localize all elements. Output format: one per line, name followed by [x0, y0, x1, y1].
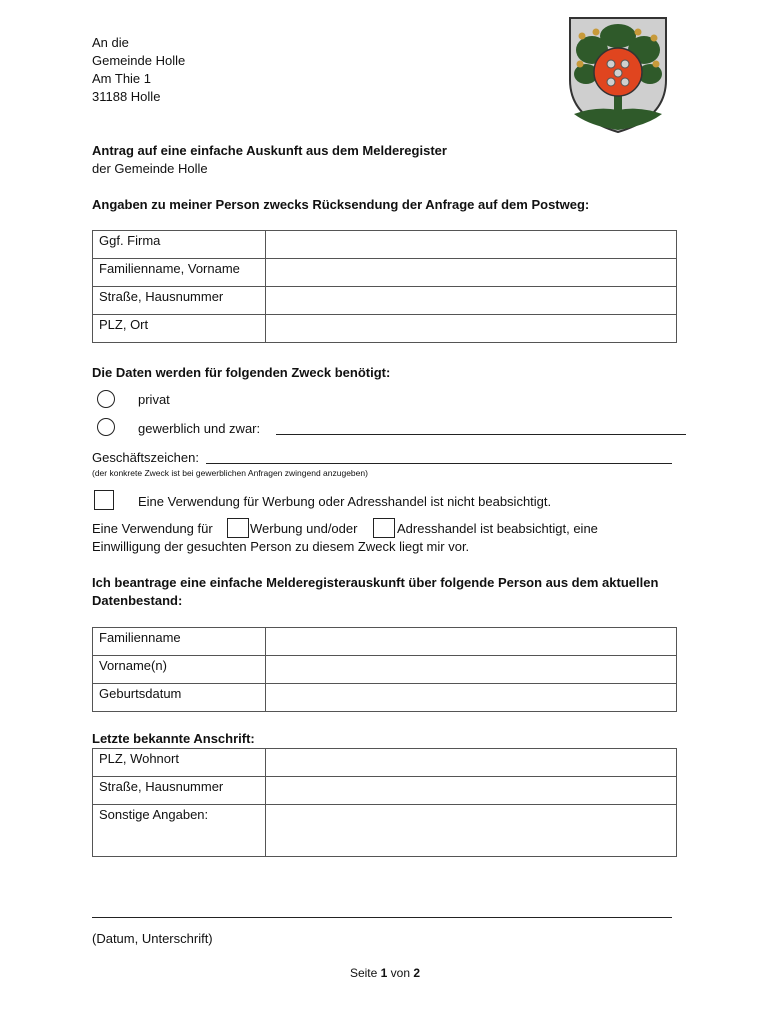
footer-middle: von — [390, 966, 411, 980]
applicant-city-label: PLZ, Ort — [93, 315, 266, 343]
signature-line[interactable] — [92, 917, 672, 918]
reference-field[interactable] — [206, 463, 672, 464]
person-birthdate-field[interactable] — [266, 684, 677, 712]
person-birthdate-label: Geburtsdatum — [93, 684, 266, 712]
table-row — [93, 287, 677, 315]
recipient-line-4: 31188 Holle — [92, 89, 161, 104]
address-street-label: Straße, Hausnummer — [93, 777, 266, 805]
usage-text-part-2: Werbung und/oder — [250, 521, 358, 536]
table-row — [93, 777, 677, 805]
address-city-field[interactable] — [266, 749, 677, 777]
footer-page-total: 2 — [413, 966, 421, 980]
request-heading-line-2: Datenbestand: — [92, 593, 183, 608]
address-city-label: PLZ, Wohnort — [93, 749, 266, 777]
person-table — [92, 627, 677, 712]
form-subtitle: der Gemeinde Holle — [92, 161, 208, 176]
applicant-street-label: Straße, Hausnummer — [93, 287, 266, 315]
advertising-checkbox[interactable] — [227, 518, 249, 538]
recipient-line-1: An die — [92, 35, 129, 50]
coat-of-arms-icon — [566, 14, 670, 136]
table-row — [93, 656, 677, 684]
purpose-heading: Die Daten werden für folgenden Zweck benötigt: — [92, 365, 391, 380]
reference-note: (der konkrete Zweck ist bei gewerblichen Anfragen zwingend anzugeben) — [92, 468, 368, 478]
applicant-company-field[interactable] — [266, 231, 677, 259]
recipient-address — [92, 34, 185, 106]
no-advertising-label: Eine Verwendung für Werbung oder Adresshandel ist nicht beabsichtigt. — [138, 494, 552, 509]
reference-label: Geschäftszeichen: — [92, 450, 199, 465]
table-row — [93, 749, 677, 777]
address-other-field[interactable] — [266, 805, 677, 857]
applicant-name-label: Familienname, Vorname — [93, 259, 266, 287]
table-row — [93, 231, 677, 259]
footer-page-number: 1 — [380, 966, 388, 980]
business-radio[interactable] — [97, 418, 115, 436]
page-footer — [0, 964, 770, 982]
table-row — [93, 684, 677, 712]
footer-prefix: Seite — [349, 966, 378, 980]
address-street-field[interactable] — [266, 777, 677, 805]
private-radio[interactable] — [97, 390, 115, 408]
signature-label: (Datum, Unterschrift) — [92, 931, 213, 946]
no-advertising-checkbox[interactable] — [94, 490, 114, 510]
applicant-city-field[interactable] — [266, 315, 677, 343]
private-label: privat — [138, 392, 170, 407]
address-trading-checkbox[interactable] — [373, 518, 395, 538]
address-table — [92, 748, 677, 857]
table-row — [93, 259, 677, 287]
applicant-heading: Angaben zu meiner Person zwecks Rücksendung der Anfrage auf dem Postweg: — [92, 197, 590, 212]
person-lastname-label: Familienname — [93, 628, 266, 656]
applicant-table — [92, 230, 677, 343]
applicant-name-field[interactable] — [266, 259, 677, 287]
person-firstname-label: Vorname(n) — [93, 656, 266, 684]
business-label: gewerblich und zwar: — [138, 421, 261, 436]
usage-text-line-2: Einwilligung der gesuchten Person zu diesem Zweck liegt mir vor. — [92, 539, 470, 554]
table-row — [93, 315, 677, 343]
applicant-company-label: Ggf. Firma — [93, 231, 266, 259]
person-lastname-field[interactable] — [266, 628, 677, 656]
form-title: Antrag auf eine einfache Auskunft aus dem Melderegister — [92, 143, 447, 158]
usage-text-part-1: Eine Verwendung für — [92, 521, 213, 536]
recipient-line-3: Am Thie 1 — [92, 71, 152, 86]
table-row — [93, 805, 677, 857]
address-heading: Letzte bekannte Anschrift: — [92, 731, 255, 746]
person-firstname-field[interactable] — [266, 656, 677, 684]
usage-text-part-3: Adresshandel ist beabsichtigt, eine — [397, 521, 598, 536]
applicant-street-field[interactable] — [266, 287, 677, 315]
request-heading-line-1: Ich beantrage eine einfache Melderegisterauskunft über folgende Person aus dem aktuellen — [92, 575, 659, 590]
address-other-label: Sonstige Angaben: — [93, 805, 266, 857]
recipient-line-2: Gemeinde Holle — [92, 53, 186, 68]
table-row — [93, 628, 677, 656]
business-purpose-field[interactable] — [276, 434, 686, 435]
